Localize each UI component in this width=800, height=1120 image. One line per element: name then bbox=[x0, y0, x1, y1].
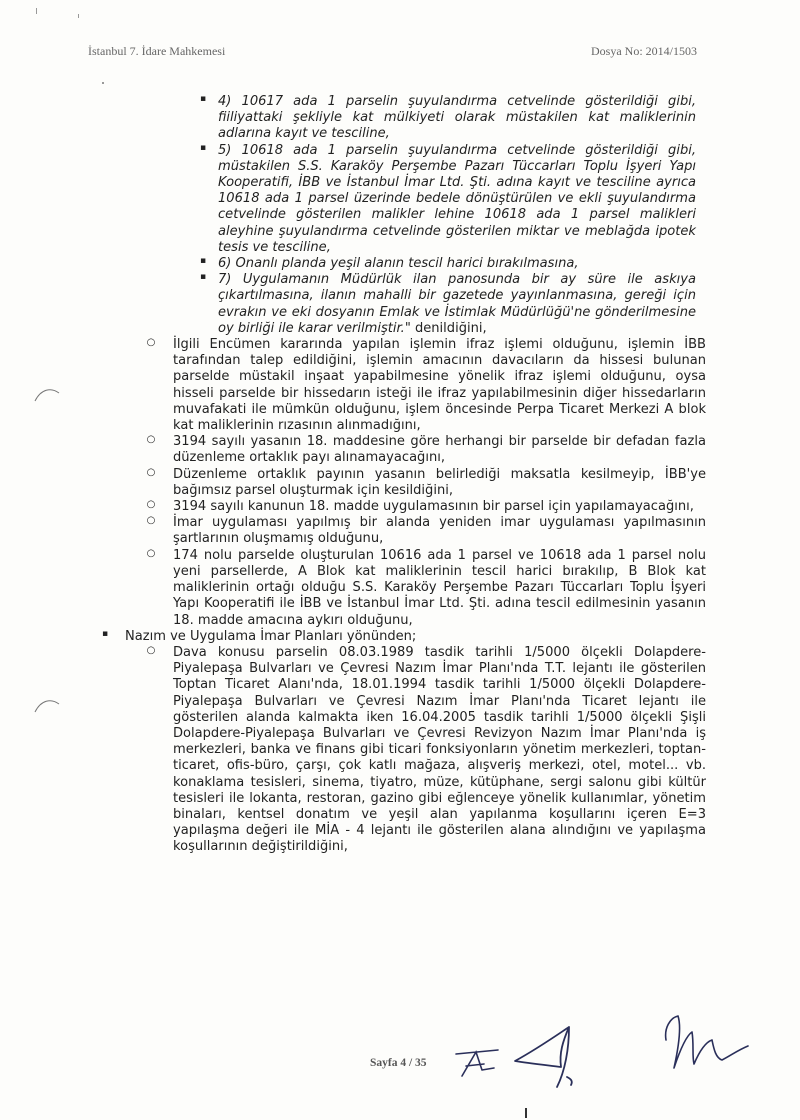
argument-text: 3194 sayılı yasanın 18. maddesine göre herhangi bir parselde bir defadan fazla düzenleme ortaklık payı alınamayacağını, bbox=[173, 434, 706, 466]
circle-bullet: ○ bbox=[146, 337, 156, 349]
argument-text: Düzenleme ortaklık payının yasanın belirlediği maksatla kesilmeyip, İBB'ye bağımsız parsel oluşturmak için kesildiğini, bbox=[173, 466, 706, 498]
circle-bullet: ○ bbox=[146, 644, 156, 656]
signature-right bbox=[652, 1010, 752, 1074]
margin-arc-mark bbox=[33, 385, 61, 405]
square-bullet: ▪ bbox=[101, 628, 109, 639]
scan-speck bbox=[78, 14, 79, 18]
circle-bullet: ○ bbox=[146, 466, 156, 478]
scan-speck bbox=[36, 8, 37, 14]
plan-item bbox=[0, 645, 800, 856]
argument-item bbox=[0, 467, 800, 499]
page-header bbox=[0, 44, 800, 64]
circle-bullet: ○ bbox=[146, 515, 156, 527]
scan-speck bbox=[102, 82, 104, 84]
quote-item bbox=[0, 256, 800, 272]
scan-speck bbox=[525, 1108, 527, 1118]
argument-text: 3194 sayılı kanunun 18. madde uygulamasının bir parsel için yapılamayacağını, bbox=[173, 499, 694, 515]
argument-item bbox=[0, 499, 800, 515]
argument-text: İmar uygulaması yapılmış bir alanda yeniden imar uygulaması yapılmasının şartlarının oluşmamış olduğunu, bbox=[173, 515, 706, 547]
plan-item-text: Dava konusu parselin 08.03.1989 tasdik tarihli 1/5000 ölçekli Dolapdere-Piyalepaşa Bulvarları ve Çevresi Nazım İmar Planı'nda T.T. lejantı ile gösterilen Toptan Ticaret Alanı'nda, 18.01.1994 tasdik tarihli 1/5000 ölçekli Dolapdere-Piyalepaşa Bulvarları ve Çevresi Nazım İmar Planı'nda Ticaret lejantı ile gösterilen alanda kalmakta iken 16.04.2005 tasdik tarihli 1/5000 ölçekli Şişli Dolapdere-Piyalepaşa Bulvarları ve Çevresi Revizyon Nazım İmar Planı'nda iş merkezleri, banka ve finans gibi ticari fonksiyonların yönetim merkezleri, toptan-ticaret, ofis-büro, çarşı, çok katlı mağaza, alışveriş merkezi, otel, motel... vb. konaklama tesisleri, sinema, tiyatro, müze, kütüphane, sergi salonu gibi kültür tesisleri ile lokanta, restoran, gazino gibi eğlenceye yönelik kullanımlar, yönetim binaları, kentsel donatım ve yeşil alan yapılanma koşullarını içeren E=3 yapılaşma değeri ile MİA - 4 lejantı ile gösterilen alana alındığını ve yapılaşma koşullarının değiştirildiğini, bbox=[173, 644, 706, 855]
quote-item-text: 6) Onanlı planda yeşil alanın tescil harici bırakılmasına, bbox=[218, 256, 579, 272]
square-bullet: ▪ bbox=[199, 94, 207, 104]
argument-text: 174 nolu parselde oluşturulan 10616 ada 1 parsel ve 10618 ada 1 parsel nolu yeni parsellerde, A Blok kat maliklerinin tescil harici bırakılıp, B Blok kat maliklerinin ortağı olduğu S.S. Karaköy Perşembe Pazarı Tüccarları Toplu İşyeri Yapı Kooperatifi ile İBB ve İstanbul İmar Ltd. Şti. adına tescil edilmesinin yasanın 18. madde amacına aykırı olduğunu, bbox=[173, 547, 706, 628]
square-bullet: ▪ bbox=[199, 256, 207, 267]
circle-bullet: ○ bbox=[146, 499, 156, 511]
quote-item-text: 4) 10617 ada 1 parselin şuyulandırma cetvelinde gösterildiği gibi, fiiliyattaki şekliyle kat mülkiyeti olarak müstakilen kat maliklerinin adlarına kayıt ve tesciline, bbox=[218, 94, 696, 142]
argument-item bbox=[0, 434, 800, 466]
circle-bullet: ○ bbox=[146, 547, 156, 559]
court-name: İstanbul 7. İdare Mahkemesi bbox=[88, 44, 226, 58]
argument-item bbox=[0, 548, 800, 629]
quote-item-text: 5) 10618 ada 1 parselin şuyulandırma cetvelinde gösterildiği gibi, müstakilen S.S. Karaköy Perşembe Pazarı Tüccarları Toplu İşyeri Yapı Kooperatifi, İBB ve İstanbul İmar Ltd. Şti. adına kayıt ve tesciline ayrıca 10618 ada 1 parsel üzerinde bedele dönüştürülen ve ekli şuyulandırma cetvelinde gösterilen malikler lehine 10618 ada 1 parsel malikleri aleyhine şuyulandırma cetvelinde gösterilen miktar ve meblağda ipotek tesis ve tesciline, bbox=[218, 142, 696, 255]
argument-text: İlgili Encümen kararında yapılan işlemin ifraz işlemi olduğunu, işlemin İBB tarafından talep edildiğini, işlemin amacının davacıların da hissesi bulunan parselde müstakil inşaat yapabilmesine yönelik ifraz işlemi olduğunu, oysa hisseli parselde bir hissedarın isteği ile ifraz yapılabilmesinin diğer hissedarların muvafakati ile mümkün olduğunu, işlem öncesinde Perpa Ticaret Merkezi A blok kat maliklerinin rızasının alınmadığını, bbox=[173, 337, 706, 434]
square-bullet: ▪ bbox=[199, 142, 207, 153]
signature-middle bbox=[507, 1023, 583, 1095]
page-number: Sayfa 4 / 35 bbox=[370, 1057, 427, 1069]
square-bullet: ▪ bbox=[199, 272, 207, 283]
quote-item-text bbox=[218, 272, 696, 337]
signature-initials-left bbox=[452, 1040, 504, 1082]
quote-item bbox=[0, 143, 800, 256]
quote-text: 7) Uygulamanın Müdürlük ilan panosunda bir ay süre ile askıya çıkartılmasına, ilanın mahalli bir gazetede yayınlanmasına, gereği için evrakın ve eki dosyanın Emlak ve İstimlak Müdürlüğü'ne gönderilmesine oy birliği ile karar verilmiştir." bbox=[218, 272, 696, 336]
document-body bbox=[0, 94, 800, 856]
section-heading-row bbox=[0, 629, 800, 645]
margin-arc-mark bbox=[33, 696, 61, 716]
argument-item bbox=[0, 337, 800, 434]
section-heading: Nazım ve Uygulama İmar Planları yönünden; bbox=[125, 628, 417, 644]
file-number: Dosya No: 2014/1503 bbox=[591, 44, 697, 58]
circle-bullet: ○ bbox=[146, 434, 156, 446]
quote-item bbox=[0, 272, 800, 337]
quote-tail: denildiğini, bbox=[410, 320, 487, 336]
quote-item bbox=[0, 94, 800, 143]
argument-item bbox=[0, 515, 800, 547]
